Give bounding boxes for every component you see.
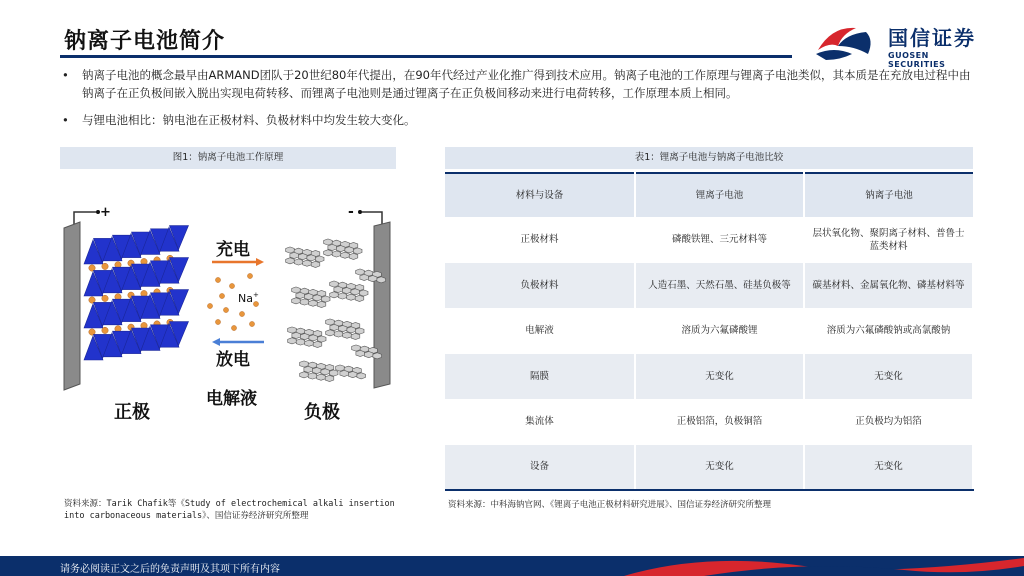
- carbon-hexagon: [300, 334, 309, 340]
- footer-disclaimer: 请务必阅读正文之后的免责声明及其项下所有内容: [60, 564, 280, 575]
- table-cell: 磷酸铁锂、三元材料等: [635, 217, 804, 263]
- carbon-hexagon: [330, 281, 339, 287]
- carbon-hexagon: [304, 294, 313, 300]
- title-underline: [60, 55, 792, 58]
- table-cell: 无变化: [804, 354, 973, 400]
- carbon-hexagon: [359, 290, 368, 296]
- carbon-hexagon: [347, 327, 356, 333]
- table-row: [445, 399, 973, 445]
- table-cell: 集流体: [445, 399, 635, 445]
- carbon-hexagon: [348, 372, 357, 378]
- plus-terminal-label: +: [100, 205, 111, 220]
- sodium-ion-battery-diagram: [60, 172, 396, 490]
- comparison-table: [445, 172, 974, 491]
- bullet-marker: •: [62, 68, 69, 82]
- carbon-hexagon: [373, 353, 382, 359]
- carbon-hexagon: [313, 295, 322, 301]
- anode-carbon-flakes: [286, 239, 386, 382]
- table-header-row: [445, 173, 973, 217]
- carbon-hexagon: [338, 326, 347, 332]
- table-cell: 人造石墨、天然石墨、硅基负极等: [635, 263, 804, 309]
- figure-caption: 图1：钠离子电池工作原理: [60, 147, 396, 169]
- table-cell: 正极材料: [445, 217, 635, 263]
- carbon-hexagon: [352, 345, 361, 351]
- carbon-hexagon: [334, 331, 343, 337]
- carbon-hexagon: [292, 332, 301, 338]
- sodium-ion: [239, 311, 244, 316]
- carbon-hexagon: [332, 251, 341, 257]
- carbon-hexagon: [309, 335, 318, 341]
- table-cell: 设备: [445, 445, 635, 491]
- discharge-label: 放电: [216, 350, 250, 370]
- sodium-ion: [219, 293, 224, 298]
- carbon-hexagon: [321, 369, 330, 375]
- carbon-hexagon: [288, 338, 297, 344]
- carbon-hexagon: [288, 327, 297, 333]
- guosen-logo-icon: [812, 20, 882, 64]
- sodium-ion: [253, 301, 258, 306]
- anode-label: 负极: [304, 402, 340, 423]
- carbon-hexagon: [360, 274, 369, 280]
- table-row: [445, 263, 973, 309]
- carbon-hexagon: [355, 295, 364, 301]
- table-cell: 正极铝箔，负极铜箔: [635, 399, 804, 445]
- carbon-hexagon: [357, 373, 366, 379]
- carbon-hexagon: [345, 247, 354, 253]
- table-cell: 无变化: [804, 445, 973, 491]
- discharge-arrow-head: [212, 338, 220, 346]
- page-footer: [0, 556, 1024, 576]
- carbon-hexagon: [336, 246, 345, 252]
- carbon-hexagon: [343, 332, 352, 338]
- carbon-hexagon: [300, 299, 309, 305]
- sodium-ion: [215, 319, 220, 324]
- carbon-hexagon: [353, 248, 362, 254]
- carbon-hexagon: [286, 258, 295, 264]
- carbon-hexagon: [300, 361, 309, 367]
- table-cell: 无变化: [635, 354, 804, 400]
- carbon-hexagon: [311, 261, 320, 267]
- column-header: 材料与设备: [445, 173, 635, 217]
- logo-name-cn: 国信证券: [888, 26, 976, 50]
- bullet-item: [62, 111, 972, 129]
- intercalated-ion: [102, 295, 108, 301]
- table-cell: 负极材料: [445, 263, 635, 309]
- carbon-hexagon: [304, 366, 313, 372]
- carbon-hexagon: [296, 292, 305, 298]
- carbon-hexagon: [341, 252, 350, 258]
- carbon-hexagon: [317, 336, 326, 342]
- carbon-hexagon: [303, 260, 312, 266]
- carbon-hexagon: [294, 259, 303, 265]
- sodium-ion: [249, 321, 254, 326]
- carbon-hexagon: [334, 286, 343, 292]
- bullet-text: 钠离子电池的概念最早由ARMAND团队于20世纪80年代提出，在90年代经过产业化推广得到技术应用。钠离子电池的工作原理与锂离子电池类似，其本质是在充放电过程中由钠离子在正负极间嵌入脱出实现电荷转移、而锂离子电池则是通过锂离子在正负极间移动来进行电荷转移，工作原理本质上相同。: [82, 68, 971, 100]
- table-cell: 隔膜: [445, 354, 635, 400]
- carbon-hexagon: [292, 298, 301, 304]
- carbon-hexagon: [296, 339, 305, 345]
- table-cell: 层状氧化物、聚阴离子材料、普鲁士蓝类材料: [804, 217, 973, 263]
- table-cell: 正负极均为铝箔: [804, 399, 973, 445]
- carbon-hexagon: [286, 247, 295, 253]
- table-cell: 溶质为六氟磷酸锂: [635, 308, 804, 354]
- carbon-hexagon: [330, 324, 339, 330]
- anode-collector: [374, 222, 390, 388]
- cathode-layers: [84, 226, 189, 360]
- column-header: 钠离子电池: [804, 173, 973, 217]
- table-cell: 电解液: [445, 308, 635, 354]
- carbon-hexagon: [298, 254, 307, 260]
- table-cell: 碳基材料、金属氧化物、磷基材料等: [804, 263, 973, 309]
- intercalated-ion: [102, 327, 108, 333]
- table-row: [445, 354, 973, 400]
- carbon-hexagon: [377, 277, 386, 283]
- table-row: [445, 217, 973, 263]
- carbon-hexagon: [317, 301, 326, 307]
- carbon-hexagon: [349, 253, 358, 259]
- charge-label: 充电: [216, 240, 250, 260]
- carbon-hexagon: [328, 244, 337, 250]
- table-caption: 表1：锂离子电池与钠离子电池比较: [445, 147, 973, 169]
- sodium-ion: [247, 273, 252, 278]
- company-logo: [812, 20, 982, 69]
- minus-terminal-label: -: [348, 204, 354, 220]
- intercalated-ion: [102, 263, 108, 269]
- carbon-hexagon: [355, 328, 364, 334]
- bullet-item: [62, 66, 972, 102]
- sodium-ion-label: Na+: [238, 291, 259, 305]
- carbon-hexagon: [307, 255, 316, 261]
- carbon-hexagon: [351, 333, 360, 339]
- carbon-hexagon: [312, 368, 321, 374]
- carbon-hexagon: [330, 292, 339, 298]
- electrolyte-label: 电解液: [206, 389, 257, 409]
- carbon-hexagon: [338, 293, 347, 299]
- carbon-hexagon: [321, 296, 330, 302]
- carbon-hexagon: [336, 365, 345, 371]
- figure-source: 资料来源：Tarik Chafik等《Study of electrochemical alkali insertion into carbonaceous materials》、国信证券经济研究所整理: [64, 499, 395, 521]
- battery-diagram: [60, 172, 396, 490]
- page-title: 钠离子电池简介: [64, 29, 226, 54]
- carbon-hexagon: [317, 374, 326, 380]
- carbon-hexagon: [305, 340, 314, 346]
- carbon-hexagon: [329, 370, 338, 376]
- carbon-hexagon: [309, 300, 318, 306]
- carbon-hexagon: [368, 276, 377, 282]
- logo-name-en: GUOSEN SECURITIES: [888, 51, 946, 69]
- carbon-hexagon: [324, 239, 333, 245]
- carbon-hexagon: [356, 350, 365, 356]
- carbon-hexagon: [315, 256, 324, 262]
- carbon-hexagon: [324, 250, 333, 256]
- sodium-ion: [207, 303, 212, 308]
- table-cell: 溶质为六氟磷酸钠或高氯酸钠: [804, 308, 973, 354]
- carbon-hexagon: [313, 341, 322, 347]
- carbon-hexagon: [326, 319, 335, 325]
- table-row: [445, 308, 973, 354]
- carbon-hexagon: [290, 252, 299, 258]
- carbon-hexagon: [326, 330, 335, 336]
- table-row: [445, 445, 973, 491]
- cathode-label: 正极: [114, 402, 150, 423]
- carbon-hexagon: [292, 287, 301, 293]
- charge-arrow-head: [256, 258, 264, 266]
- cathode-collector: [64, 222, 80, 390]
- footer-decoration: [584, 556, 1024, 576]
- bullet-text: 与锂电池相比：钠电池在正极材料、负极材料中均发生较大变化。: [82, 113, 416, 127]
- carbon-hexagon: [325, 375, 334, 381]
- carbon-hexagon: [356, 269, 365, 275]
- carbon-hexagon: [347, 294, 356, 300]
- sodium-ion: [229, 283, 234, 288]
- table-source: 资料来源：中科海钠官网、《锂离子电池正极材料研究进展》、国信证券经济研究所整理: [448, 500, 772, 510]
- carbon-hexagon: [342, 288, 351, 294]
- sodium-ion: [223, 307, 228, 312]
- bullet-marker: •: [62, 113, 69, 127]
- carbon-hexagon: [340, 370, 349, 376]
- bullet-list: [62, 66, 972, 138]
- sodium-ion: [215, 277, 220, 282]
- carbon-hexagon: [300, 372, 309, 378]
- sodium-ion: [231, 325, 236, 330]
- carbon-hexagon: [351, 289, 360, 295]
- table-cell: 无变化: [635, 445, 804, 491]
- carbon-hexagon: [364, 352, 373, 358]
- carbon-hexagon: [308, 373, 317, 379]
- column-header: 锂离子电池: [635, 173, 804, 217]
